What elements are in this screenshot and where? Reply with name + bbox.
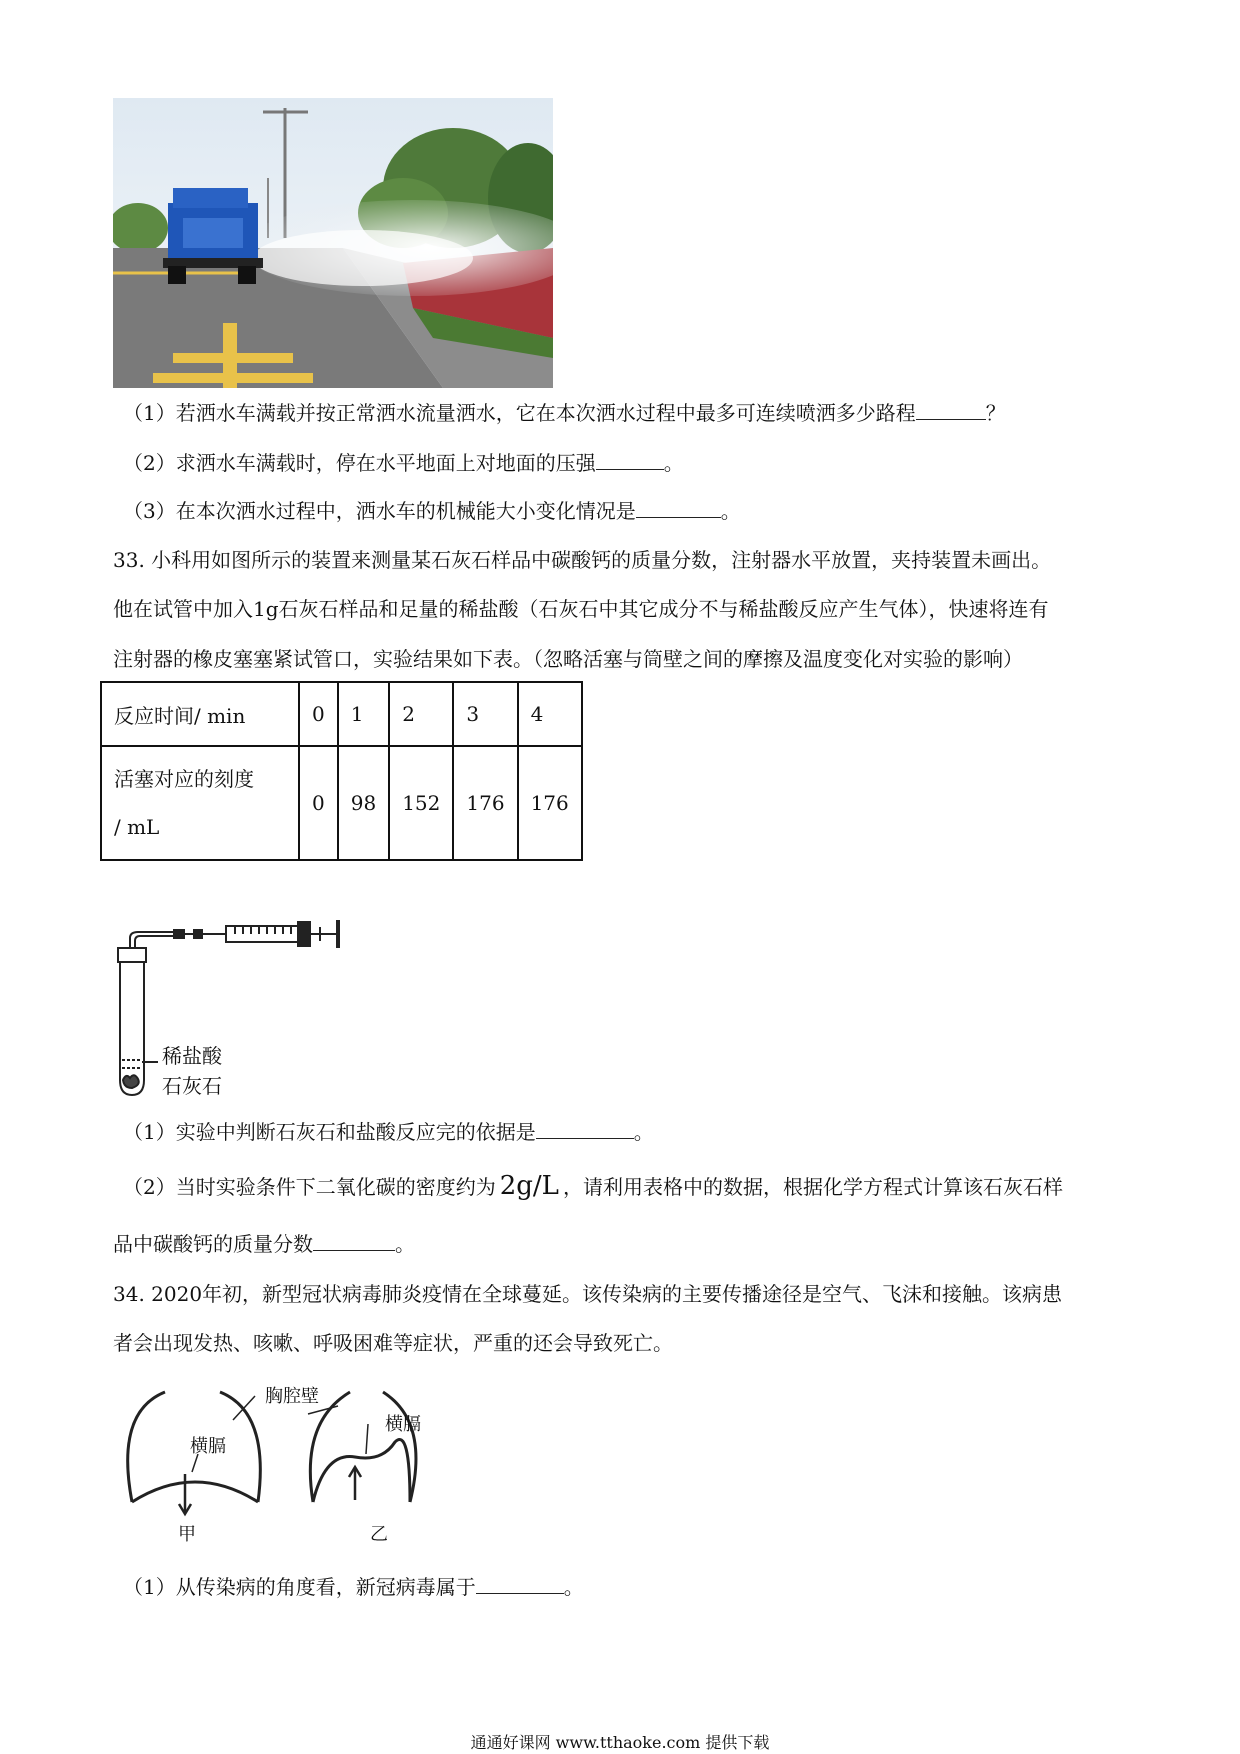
q32-sub2-end: 。 [663, 451, 684, 475]
answer-blank [596, 451, 664, 470]
q32-sub1-end: ？ [985, 401, 1006, 425]
q33-sub1-end: 。 [633, 1120, 654, 1144]
q34-line1: 34. 2020年初，新型冠状病毒肺炎疫情在全球蔓延。该传染病的主要传播途径是空气、飞沫和接触。该病患 [113, 1282, 1063, 1306]
q33-line3: 注射器的橡皮塞塞紧试管口，实验结果如下表。（忽略活塞与筒壁之间的摩擦及温度变化对实验的影响） [113, 647, 1023, 671]
table-cell: 0 [299, 746, 338, 860]
label-yi: 乙 [370, 1524, 388, 1545]
table-cell: 98 [338, 746, 389, 860]
table-cell: 2 [389, 682, 453, 746]
label-diaphragm-a: 横膈 [190, 1436, 226, 1457]
answer-blank [916, 401, 986, 420]
label-dilute-hcl: 稀盐酸 [162, 1044, 222, 1068]
volume-label-line1: 活塞对应的刻度 [114, 767, 254, 791]
q34-line2: 者会出现发热、咳嗽、呼吸困难等症状，严重的还会导致死亡。 [113, 1331, 673, 1355]
q33-sub2-b [113, 1232, 415, 1256]
q33-sub2-text-c: 品中碳酸钙的质量分数 [113, 1232, 313, 1256]
table-header-time: 反应时间/ min [101, 682, 299, 746]
answer-blank [313, 1232, 395, 1251]
table-cell: 3 [453, 682, 517, 746]
answer-blank [536, 1120, 634, 1139]
sprinkler-truck-photo [113, 98, 553, 388]
diaphragm-figure [120, 1382, 440, 1547]
q34-sub1 [123, 1575, 584, 1599]
q32-sub2 [123, 451, 684, 475]
table-cell: 176 [453, 746, 517, 860]
q32-sub2-text: （2）求洒水车满载时，停在水平地面上对地面的压强 [123, 451, 596, 475]
table-cell: 176 [518, 746, 582, 860]
q32-sub3-end: 。 [720, 499, 741, 523]
co2-density-value: 2g/L [499, 1171, 559, 1201]
table-row [101, 746, 582, 860]
table-cell: 152 [389, 746, 453, 860]
syringe-apparatus-figure [110, 910, 360, 1100]
page-footer: 通通好课网 www.tthaoke.com 提供下载 [470, 1733, 770, 1752]
q32-sub3 [123, 499, 741, 523]
q34-sub1-end: 。 [563, 1575, 584, 1599]
q33-line1: 33. 小科用如图所示的装置来测量某石灰石样品中碳酸钙的质量分数，注射器水平放置，夹持装置未画出。 [113, 548, 1052, 572]
q32-sub1 [123, 401, 1006, 425]
q34-sub1-text: （1）从传染病的角度看，新冠病毒属于 [123, 1575, 476, 1599]
q33-sub1 [123, 1120, 654, 1144]
q33-sub1-text: （1）实验中判断石灰石和盐酸反应完的依据是 [123, 1120, 536, 1144]
q33-sub2-end: 。 [395, 1232, 415, 1256]
q33-sub2-text-b: ，请利用表格中的数据，根据化学方程式计算该石灰石样 [562, 1175, 1063, 1199]
table-row [101, 682, 582, 746]
q33-sub2-text-a: （2）当时实验条件下二氧化碳的密度约为 [123, 1175, 496, 1199]
label-diaphragm-b: 横膈 [385, 1414, 421, 1435]
q33-sub2-a [123, 1171, 1063, 1201]
label-limestone: 石灰石 [162, 1074, 222, 1098]
q33-data-table [100, 681, 583, 861]
table-cell: 1 [338, 682, 389, 746]
q32-sub1-text: （1）若洒水车满载并按正常洒水流量洒水，它在本次洒水过程中最多可连续喷洒多少路程 [123, 401, 916, 425]
label-chest-wall: 胸腔壁 [265, 1386, 319, 1407]
table-header-volume [101, 746, 299, 860]
answer-blank [476, 1575, 564, 1594]
q32-sub3-text: （3）在本次洒水过程中，洒水车的机械能大小变化情况是 [123, 499, 636, 523]
answer-blank [636, 499, 721, 518]
table-cell: 4 [518, 682, 582, 746]
table-cell: 0 [299, 682, 338, 746]
q33-line2: 他在试管中加入1g石灰石样品和足量的稀盐酸（石灰石中其它成分不与稀盐酸反应产生气体），快速将连有 [113, 597, 1049, 621]
label-jia: 甲 [178, 1524, 196, 1545]
volume-label-line2: / mL [114, 815, 160, 839]
